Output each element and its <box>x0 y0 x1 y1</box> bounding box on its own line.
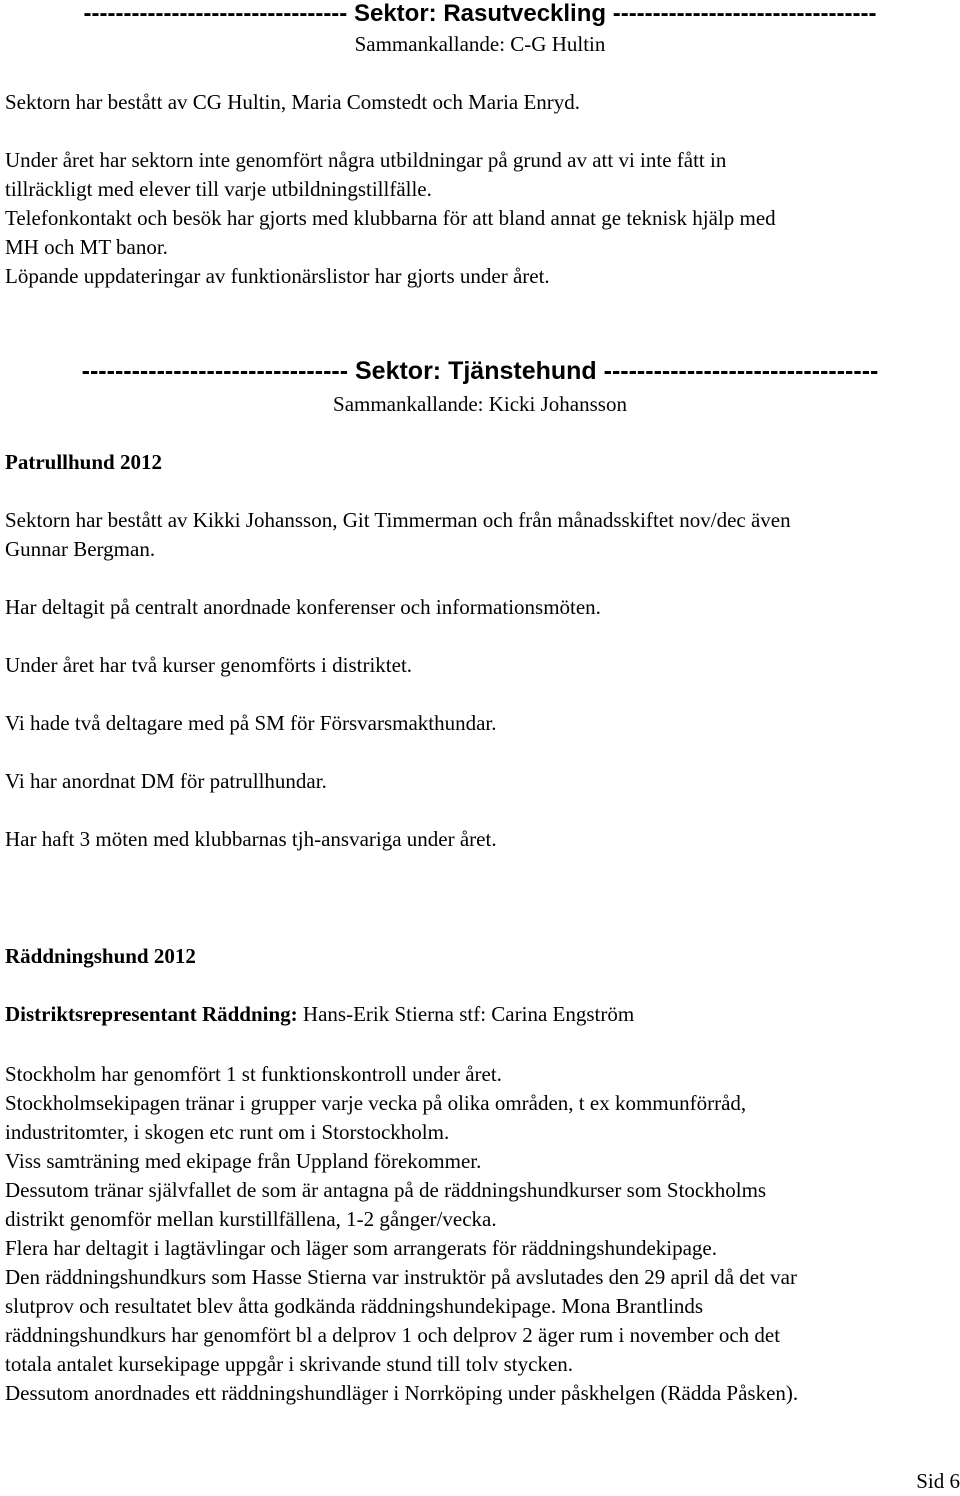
subheading-patrullhund: Patrullhund 2012 <box>5 450 162 474</box>
text-line: Sektorn har bestått av CG Hultin, Maria Comstedt och Maria Enryd. <box>5 90 581 114</box>
subheading-raddningshund: Räddningshund 2012 <box>5 944 196 968</box>
text-line: tillräckligt med elever till varje utbildningstillfälle. <box>5 177 432 201</box>
text-line: Löpande uppdateringar av funktionärslistor har gjorts under året. <box>5 264 550 288</box>
text-line: Under året har två kurser genomförts i distriktet. <box>5 653 413 677</box>
rep-value: Hans-Erik Stierna stf: Carina Engström <box>297 1002 635 1026</box>
text-line: Sektorn har bestått av Kikki Johansson, Git Timmerman och från månadsskiftet nov/dec även <box>5 508 791 532</box>
text-line: Stockholm har genomfört 1 st funktionskontroll under året. <box>5 1062 502 1086</box>
text-line: Vi hade två deltagare med på SM för Försvarsmakthundar. <box>5 711 497 735</box>
text-line: industritomter, i skogen etc runt om i Storstockholm. <box>5 1120 450 1144</box>
convener-rasutveckling: Sammankallande: C-G Hultin <box>354 32 606 56</box>
text-line: Stockholmsekipagen tränar i grupper varje vecka på olika områden, t ex kommunförråd, <box>5 1091 747 1115</box>
text-line: distrikt genomför mellan kurstillfällena, 1-2 gånger/vecka. <box>5 1207 497 1231</box>
text-line: Har deltagit på centralt anordnade konferenser och informationsmöten. <box>5 595 601 619</box>
district-representative <box>5 1000 634 1029</box>
text-line: räddningshundkurs har genomfört bl a delprov 1 och delprov 2 äger rum i november och det <box>5 1323 781 1347</box>
section-heading-rasutveckling: --------------------------------- Sektor: Rasutveckling --------------------------------- <box>83 0 877 27</box>
text-line: Dessutom tränar självfallet de som är antagna på de räddningshundkurser som Stockholms <box>5 1178 767 1202</box>
text-line: Har haft 3 möten med klubbarnas tjh-ansvariga under året. <box>5 827 497 851</box>
text-line: MH och MT banor. <box>5 235 168 259</box>
text-line: Gunnar Bergman. <box>5 537 156 561</box>
convener-tjanstehund: Sammankallande: Kicki Johansson <box>333 392 627 416</box>
section-heading-tjanstehund: -------------------------------- Sektor: Tjänstehund --------------------------------- <box>81 357 879 385</box>
text-line: Telefonkontakt och besök har gjorts med klubbarna för att bland annat ge teknisk hjälp med <box>5 206 776 230</box>
text-line: totala antalet kursekipage uppgår i skrivande stund till tolv stycken. <box>5 1352 574 1376</box>
rep-label: Distriktsrepresentant Räddning: <box>5 1002 298 1026</box>
text-line: slutprov och resultatet blev åtta godkända räddningshundekipage. Mona Brantlinds <box>5 1294 704 1318</box>
page-number: Sid 6 <box>916 1469 960 1493</box>
text-line: Viss samträning med ekipage från Uppland förekommer. <box>5 1149 482 1173</box>
text-line: Flera har deltagit i lagtävlingar och läger som arrangerats för räddningshundekipage. <box>5 1236 717 1260</box>
text-line: Dessutom anordnades ett räddningshundläger i Norrköping under påskhelgen (Rädda Påsken). <box>5 1381 799 1405</box>
text-line: Under året har sektorn inte genomfört några utbildningar på grund av att vi inte fått in <box>5 148 727 172</box>
text-line: Vi har anordnat DM för patrullhundar. <box>5 769 327 793</box>
text-line: Den räddningshundkurs som Hasse Stierna var instruktör på avslutades den 29 april då det var <box>5 1265 797 1289</box>
